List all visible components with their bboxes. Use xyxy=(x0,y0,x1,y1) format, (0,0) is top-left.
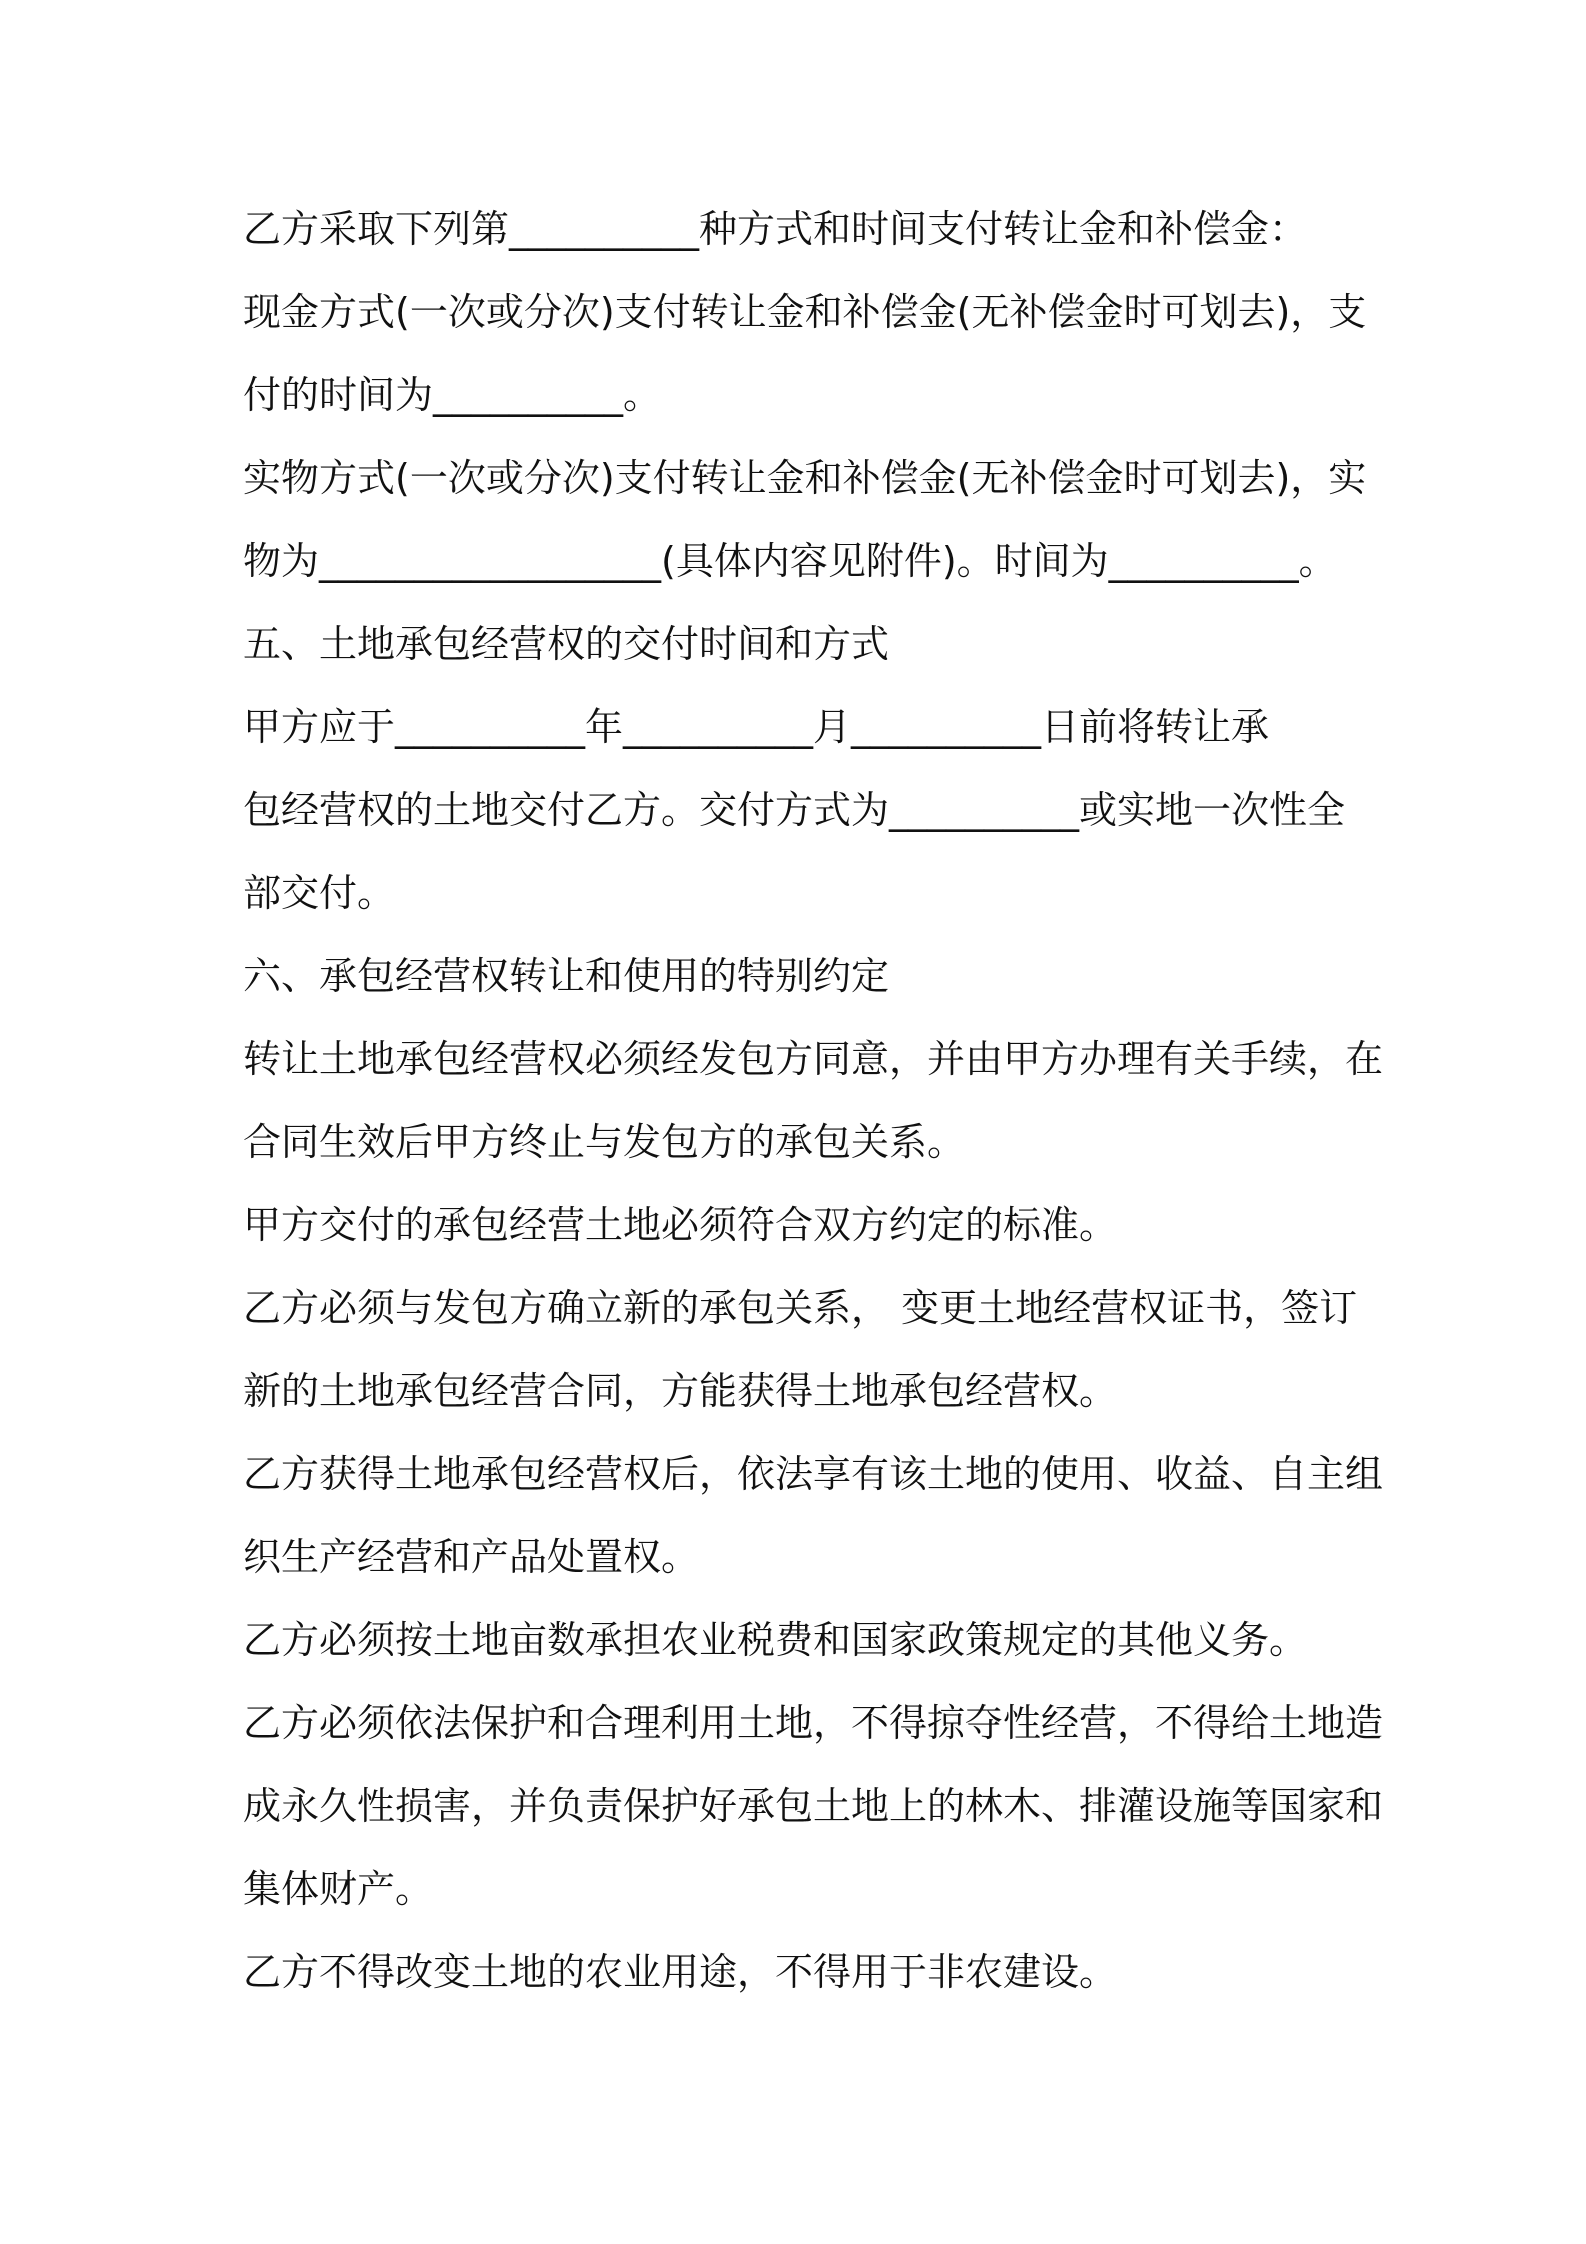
text-line: 乙方必须按土地亩数承担农业税费和国家政策规定的其他义务。 xyxy=(243,1618,1308,1662)
text-line: 付的时间为__________。 xyxy=(243,373,662,417)
text-line: 乙方不得改变土地的农业用途，不得用于非农建设。 xyxy=(243,1950,1118,1994)
text-line: 织生产经营和产品处置权。 xyxy=(243,1535,700,1579)
text-line: 现金方式(一次或分次)支付转让金和补偿金(无补偿金时可划去)，支 xyxy=(243,290,1367,334)
text-line: 甲方交付的承包经营土地必须符合双方约定的标准。 xyxy=(243,1203,1118,1247)
text-line: 成永久性损害，并负责保护好承包土地上的林木、排灌设施等国家和 xyxy=(243,1784,1384,1828)
text-line: 实物方式(一次或分次)支付转让金和补偿金(无补偿金时可划去)，实 xyxy=(243,456,1367,500)
text-line: 新的土地承包经营合同，方能获得土地承包经营权。 xyxy=(243,1369,1118,1413)
text-line: 乙方必须与发包方确立新的承包关系， 变更土地经营权证书，签订 xyxy=(243,1286,1358,1330)
text-line: 部交付。 xyxy=(243,871,396,915)
text-line: 物为__________________(具体内容见附件)。时间为__________。 xyxy=(243,539,1337,583)
text-line: 合同生效后甲方终止与发包方的承包关系。 xyxy=(243,1120,966,1164)
text-line: 甲方应于__________年__________月__________日前将转让承 xyxy=(243,705,1270,749)
text-line: 集体财产。 xyxy=(243,1867,434,1911)
text-line: 包经营权的土地交付乙方。交付方式为__________或实地一次性全 xyxy=(243,788,1346,832)
text-line: 转让土地承包经营权必须经发包方同意，并由甲方办理有关手续，在 xyxy=(243,1037,1384,1081)
section-heading: 五、土地承包经营权的交付时间和方式 xyxy=(243,622,890,666)
text-line: 乙方采取下列第__________种方式和时间支付转让金和补偿金： xyxy=(243,207,1308,251)
section-heading: 六、承包经营权转让和使用的特别约定 xyxy=(243,954,890,998)
text-line: 乙方获得土地承包经营权后，依法享有该土地的使用、收益、自主组 xyxy=(243,1452,1384,1496)
text-line: 乙方必须依法保护和合理利用土地，不得掠夺性经营，不得给土地造 xyxy=(243,1701,1384,1745)
